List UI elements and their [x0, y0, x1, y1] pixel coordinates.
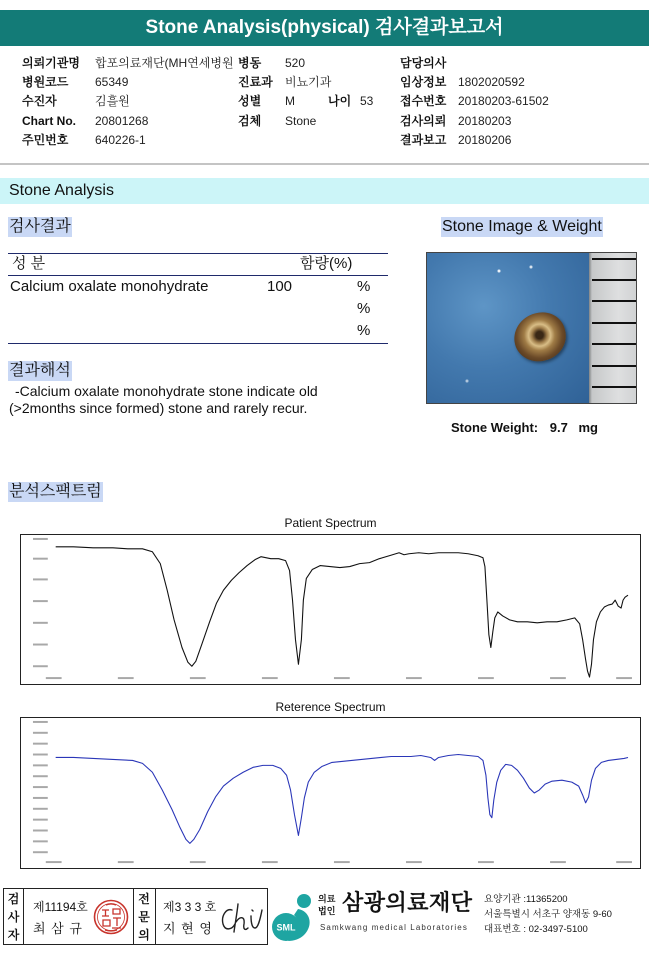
x-axis-tick-mark	[118, 677, 134, 679]
age-label: 나이	[328, 94, 352, 108]
table-bottom-rule	[8, 343, 388, 344]
y-axis-tick-mark	[33, 578, 48, 580]
y-axis-tick-mark	[33, 797, 48, 799]
examiner-seal-stamp	[93, 899, 129, 935]
org-type-line-1: 의료	[318, 894, 336, 904]
stone-weight-unit: mg	[578, 420, 598, 435]
ruler-tick	[592, 365, 637, 367]
y-axis-tick-mark	[33, 786, 48, 788]
ruler-tick	[592, 279, 637, 281]
component-column-header: 성 분	[12, 255, 46, 272]
y-axis-tick-mark	[33, 732, 48, 734]
x-axis-tick-mark	[262, 861, 278, 863]
x-axis-tick-mark	[406, 861, 422, 863]
x-axis-tick-mark	[550, 861, 566, 863]
hospital-code-value: 65349	[95, 75, 129, 89]
reference-spectrum-chart	[20, 717, 641, 869]
specialist-license: 제3 3 3 호	[163, 900, 217, 914]
examiner-label: 검사자	[7, 892, 20, 942]
y-axis-tick-mark	[33, 644, 48, 646]
unit-cell: %	[357, 300, 371, 317]
logo-text: SML	[276, 922, 296, 933]
age-value: 53	[360, 94, 374, 108]
stone-photo	[426, 252, 637, 404]
patient-spectrum-line	[56, 547, 628, 677]
receipt-no-value: 20180203-61502	[458, 94, 549, 108]
care-institution-number: 요양기관 :11365200	[484, 894, 568, 905]
signature-scribble	[223, 904, 262, 932]
examiner-license: 제11194호	[33, 900, 88, 914]
content-value-cell: 100	[267, 278, 293, 295]
y-axis-tick-mark	[33, 764, 48, 766]
table-header-rule	[8, 275, 388, 276]
stone-analysis-title: Stone Analysis	[9, 182, 114, 199]
unit-cell: %	[357, 278, 371, 295]
signature-divider	[155, 889, 156, 944]
unit-cell: %	[357, 322, 371, 339]
component-cell: Calcium oxalate monohydrate	[10, 278, 209, 295]
logo-head-shape	[297, 894, 311, 908]
interpretation-line-1: -Calcium oxalate monohydrate stone indicate old	[15, 383, 318, 399]
x-axis-tick-mark	[616, 861, 632, 863]
x-axis-tick-mark	[478, 677, 494, 679]
department-label: 진료과	[238, 75, 273, 89]
specimen-value: Stone	[285, 114, 317, 128]
requester-label: 의뢰기관명	[22, 56, 80, 70]
y-axis-tick-mark	[33, 600, 48, 602]
x-axis-tick-mark	[334, 861, 350, 863]
y-axis-tick-mark	[33, 558, 48, 560]
x-axis-tick-mark	[406, 677, 422, 679]
ruler-tick	[592, 343, 637, 345]
ward-value: 520	[285, 56, 306, 70]
x-axis-tick-mark	[334, 677, 350, 679]
reference-spectrum-title: Reterence Spectrum	[275, 700, 386, 714]
stone-weight-label: Stone Weight:	[451, 420, 539, 435]
reference-spectrum-plot	[21, 718, 640, 868]
signature-box	[3, 888, 268, 945]
measurement-ruler	[589, 253, 637, 404]
x-axis-tick-mark	[190, 677, 206, 679]
org-phone: 대표번호 : 02-3497-5100	[484, 924, 588, 935]
sex-value: M	[285, 94, 295, 108]
clinical-info-label: 임상정보	[400, 75, 447, 89]
report-title-bar	[0, 10, 649, 46]
chart-no-label: Chart No.	[22, 114, 76, 128]
content-column-header: 함량(%)	[300, 255, 353, 272]
patient-spectrum-title: Patient Spectrum	[284, 516, 377, 530]
x-axis-tick-mark	[118, 861, 134, 863]
y-axis-tick-mark	[33, 743, 48, 745]
stone-image-weight-heading: Stone Image & Weight	[442, 218, 602, 235]
ward-label: 병동	[238, 56, 262, 70]
receipt-no-label: 접수번호	[400, 94, 447, 108]
result-heading: 검사결과	[9, 218, 71, 235]
requester-value: 합포의료재단(MH연세병원	[95, 56, 234, 70]
org-name-english: Samkwang medical Laboratories	[320, 923, 468, 932]
x-axis-tick-mark	[616, 677, 632, 679]
department-value: 비뇨기과	[285, 75, 332, 89]
resident-no-label: 주민번호	[22, 133, 69, 147]
ruler-tick	[592, 386, 637, 388]
y-axis-tick-mark	[33, 830, 48, 832]
y-axis-tick-mark	[33, 819, 48, 821]
resident-no-value: 640226-1	[95, 133, 146, 147]
patient-spectrum-chart	[20, 534, 641, 685]
y-axis-tick-mark	[33, 775, 48, 777]
report-date-value: 20180206	[458, 133, 512, 147]
report-title: Stone Analysis(physical) 검사결과보고서	[145, 17, 504, 38]
x-axis-tick-mark	[478, 861, 494, 863]
reference-spectrum-line	[56, 755, 628, 844]
report-date-label: 결과보고	[400, 133, 447, 147]
x-axis-tick-mark	[190, 861, 206, 863]
x-axis-tick-mark	[262, 677, 278, 679]
stone-weight-value: 9.7	[549, 420, 568, 435]
table-top-rule	[8, 253, 388, 254]
sml-logo	[270, 891, 316, 945]
examiner-name: 최 삼 규	[33, 921, 83, 936]
org-address: 서울특별시 서초구 양재동 9-60	[484, 909, 612, 920]
doctor-label: 담당의사	[400, 56, 447, 70]
clinical-info-value: 1802020592	[458, 75, 525, 89]
y-axis-tick-mark	[33, 721, 48, 723]
specialist-name: 지 현 영	[163, 921, 213, 936]
interpretation-line-2: (>2months since formed) stone and rarely recur.	[9, 400, 308, 416]
stone-weight	[451, 420, 598, 436]
hospital-code-label: 병원코드	[22, 75, 69, 89]
specimen-label: 검체	[238, 114, 262, 128]
sex-label: 성별	[238, 94, 262, 108]
request-date-label: 검사의뢰	[400, 114, 447, 128]
seal-outer-ring	[95, 901, 128, 934]
y-axis-tick-mark	[33, 808, 48, 810]
signature-divider	[23, 889, 24, 944]
stone-analysis-section-header	[0, 178, 649, 204]
ruler-tick	[592, 258, 637, 260]
ruler-tick	[592, 322, 637, 324]
y-axis-tick-mark	[33, 622, 48, 624]
specialist-label: 전문의	[138, 892, 150, 942]
org-name: 삼광의료재단	[342, 890, 473, 915]
interpretation-heading: 결과해석	[9, 362, 71, 379]
seal-glyphs	[102, 904, 121, 931]
patient-value: 김흘원	[95, 94, 130, 108]
patient-spectrum-plot	[21, 535, 640, 684]
request-date-value: 20180203	[458, 114, 512, 128]
specialist-signature	[218, 898, 264, 938]
patient-label: 수진자	[22, 94, 57, 108]
y-axis-tick-mark	[33, 754, 48, 756]
spectrum-heading: 분석스팩트럼	[9, 483, 102, 500]
chart-no-value: 20801268	[95, 114, 149, 128]
x-axis-tick-mark	[550, 677, 566, 679]
x-axis-tick-mark	[46, 861, 62, 863]
x-axis-tick-mark	[46, 677, 62, 679]
y-axis-tick-mark	[33, 840, 48, 842]
ruler-tick	[592, 300, 637, 302]
header-divider	[0, 163, 649, 165]
org-type-line-2: 법인	[318, 906, 336, 916]
y-axis-tick-mark	[33, 665, 48, 667]
y-axis-tick-mark	[33, 538, 48, 540]
y-axis-tick-mark	[33, 851, 48, 853]
seal-inner-ring	[98, 904, 125, 931]
